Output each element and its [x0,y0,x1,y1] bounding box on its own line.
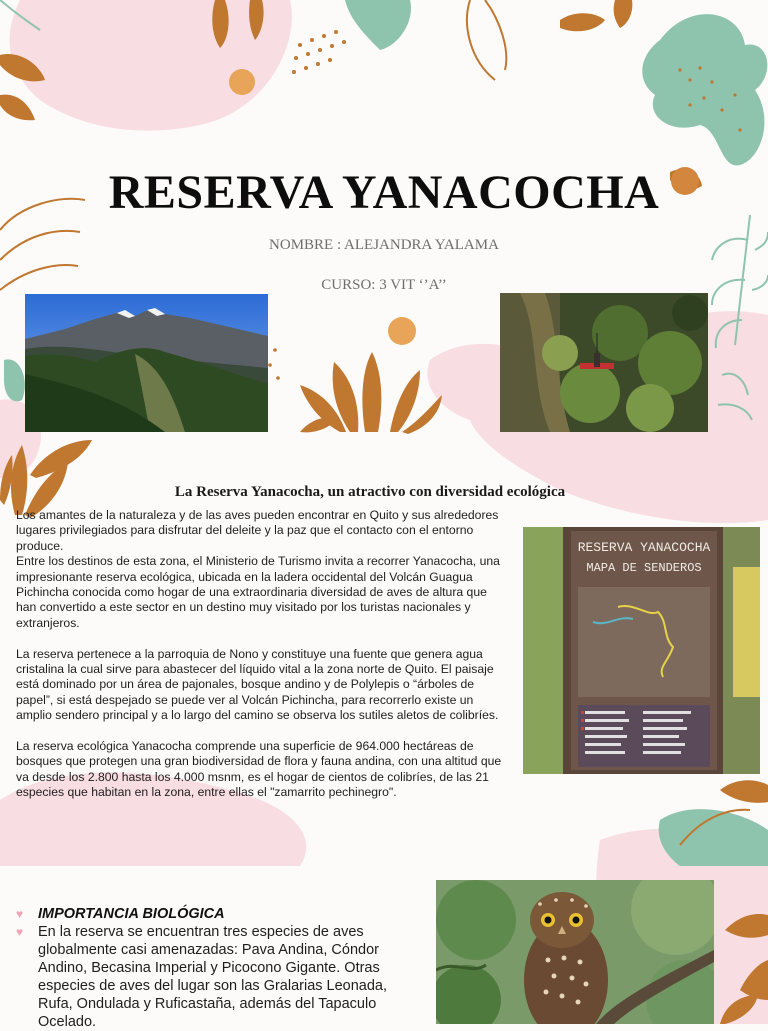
teal-leaf-top-right [642,14,767,165]
owl-photo [436,880,714,1024]
course-line: CURSO: 3 VIT ‘’A’’ [321,277,447,293]
trail-map-sign-photo [523,527,760,774]
teal-leaf-left [4,359,25,401]
paragraph: Los amantes de la naturaleza y de las aves pueden encontrar en Quito y sus alrededores lugares privilegiados para disfrutar del deleite y la paz que el contacto con el entorno produce. [16,508,499,553]
sign-subtitle: MAPA DE SENDEROS [586,561,702,575]
orange-dot-3 [388,317,416,345]
biological-importance-list [16,905,416,1031]
paragraph: La reserva pertenece a la parroquia de Nono y constituye una fuente que genera agua cristalina la cual sirve para abastecer del líquido vital a la zona norte de Quito. El paisaje está dominado por un área de pajonales, bosque andino y de Polylepis o “árboles de papel”, si está despejado se puede ver al Volcán Pichincha, para recorrerlo existe un amplio sendero principal y a lo largo del camino se observa los sutiles aletos de colibríes. [16,646,499,723]
paragraph: Entre los destinos de esta zona, el Ministerio de Turismo invita a recorrer Yanacocha, una impresionante reserva ecológica, ubicada en la ladera occidental del Volcán Guagua Pichincha conocida como hogar de una extraordinaria diversidad de aves de altura que han convertido a este sector en un destino muy visitado por los turistas nacionales y extranjeros. [16,554,500,630]
mountain-landscape-photo [25,294,268,432]
paragraph: La reserva ecológica Yanacocha comprende una superficie de 964.000 hectáreas de bosques que protegen una gran biodiversidad de flora y fauna andina, con una altitud que va desde los 2.800 hasta los 4.000 msnm, es el hogar de cientos de colibríes, de las 21 especies que habitan en la zona, entre ellas el "zamarrito pechinegro". [16,739,502,800]
article-body [16,508,510,816]
list-item-text: En la reserva se encuentran tres especies de aves globalmente casi amenazadas: Pava Andina, Cóndor Andino, Becasina Imperial y Picocono Gigante. Otras especies de aves del lugar son las Gralarias Leonada, Rufa, Ondulada y Ruficastaña, además del Tapaculo Ocelado. [38,924,388,1030]
list-item [16,905,416,923]
orange-dot-1 [229,69,255,95]
forest-feeder-photo [500,293,708,432]
list-item-title: IMPORTANCIA BIOLÓGICA [38,906,225,922]
heart-icon: ♥ [16,925,24,939]
heart-icon: ♥ [16,907,24,921]
list-item [16,923,416,1031]
page-title: RESERVA YANACOCHA [108,166,660,219]
teal-leaf-top-center [345,0,411,50]
sign-title: RESERVA YANACOCHA [577,540,711,555]
section-heading: La Reserva Yanacocha, un atractivo con diversidad ecológica [174,484,566,500]
author-line: NOMBRE : ALEJANDRA YALAMA [269,237,499,253]
